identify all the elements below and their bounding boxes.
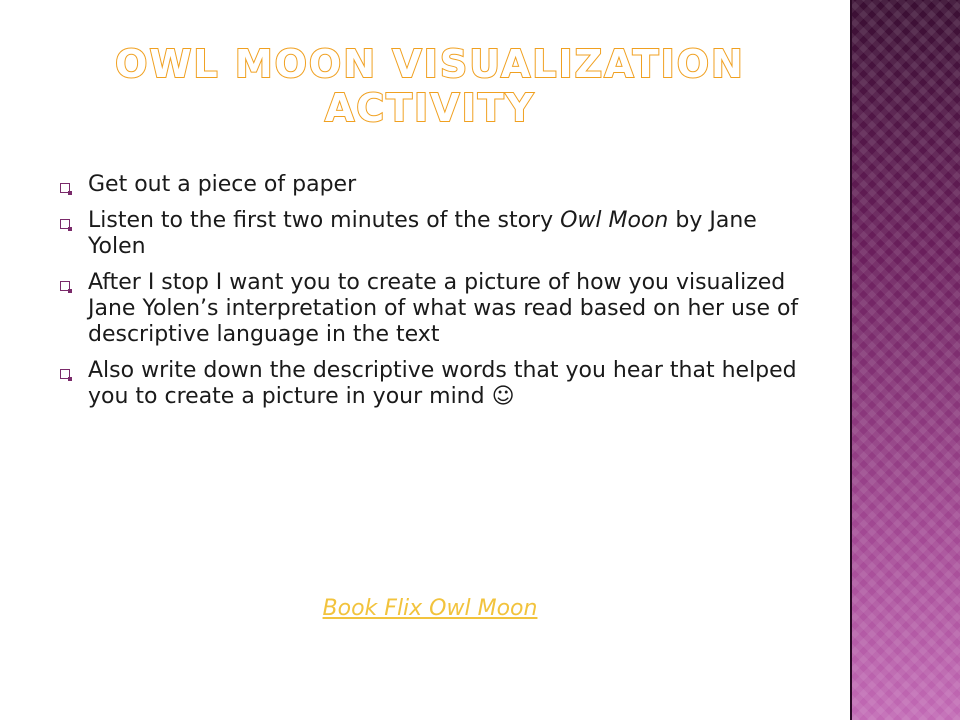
square-bullet-icon bbox=[60, 369, 70, 379]
decorative-side-panel bbox=[850, 0, 960, 720]
bullet-text: After I stop I want you to create a picture of how you visualized Jane Yolen’s interpretation of what was read based on her use of descriptive language in the text bbox=[88, 270, 799, 347]
book-flix-link[interactable]: Book Flix Owl Moon bbox=[322, 596, 538, 621]
bullet-text-end: by Jane Yolen bbox=[88, 208, 757, 259]
list-item bbox=[60, 270, 820, 348]
list-item bbox=[60, 208, 820, 260]
list-item bbox=[60, 358, 820, 410]
bullet-text: Also write down the descriptive words that you hear that helped you to create a picture in your mind ☺ bbox=[88, 358, 797, 409]
list-item bbox=[60, 172, 820, 198]
slide-title: OWL MOON VISUALIZATION ACTIVITY bbox=[115, 42, 745, 130]
bullet-text-start: Listen to the first two minutes of the story bbox=[88, 208, 561, 233]
square-bullet-icon bbox=[60, 219, 70, 229]
link-container bbox=[0, 596, 860, 621]
square-bullet-icon bbox=[60, 281, 70, 291]
square-bullet-icon bbox=[60, 183, 70, 193]
bullet-text: Get out a piece of paper bbox=[88, 172, 357, 197]
bullet-list bbox=[60, 172, 820, 420]
book-title: Owl Moon bbox=[560, 208, 669, 233]
